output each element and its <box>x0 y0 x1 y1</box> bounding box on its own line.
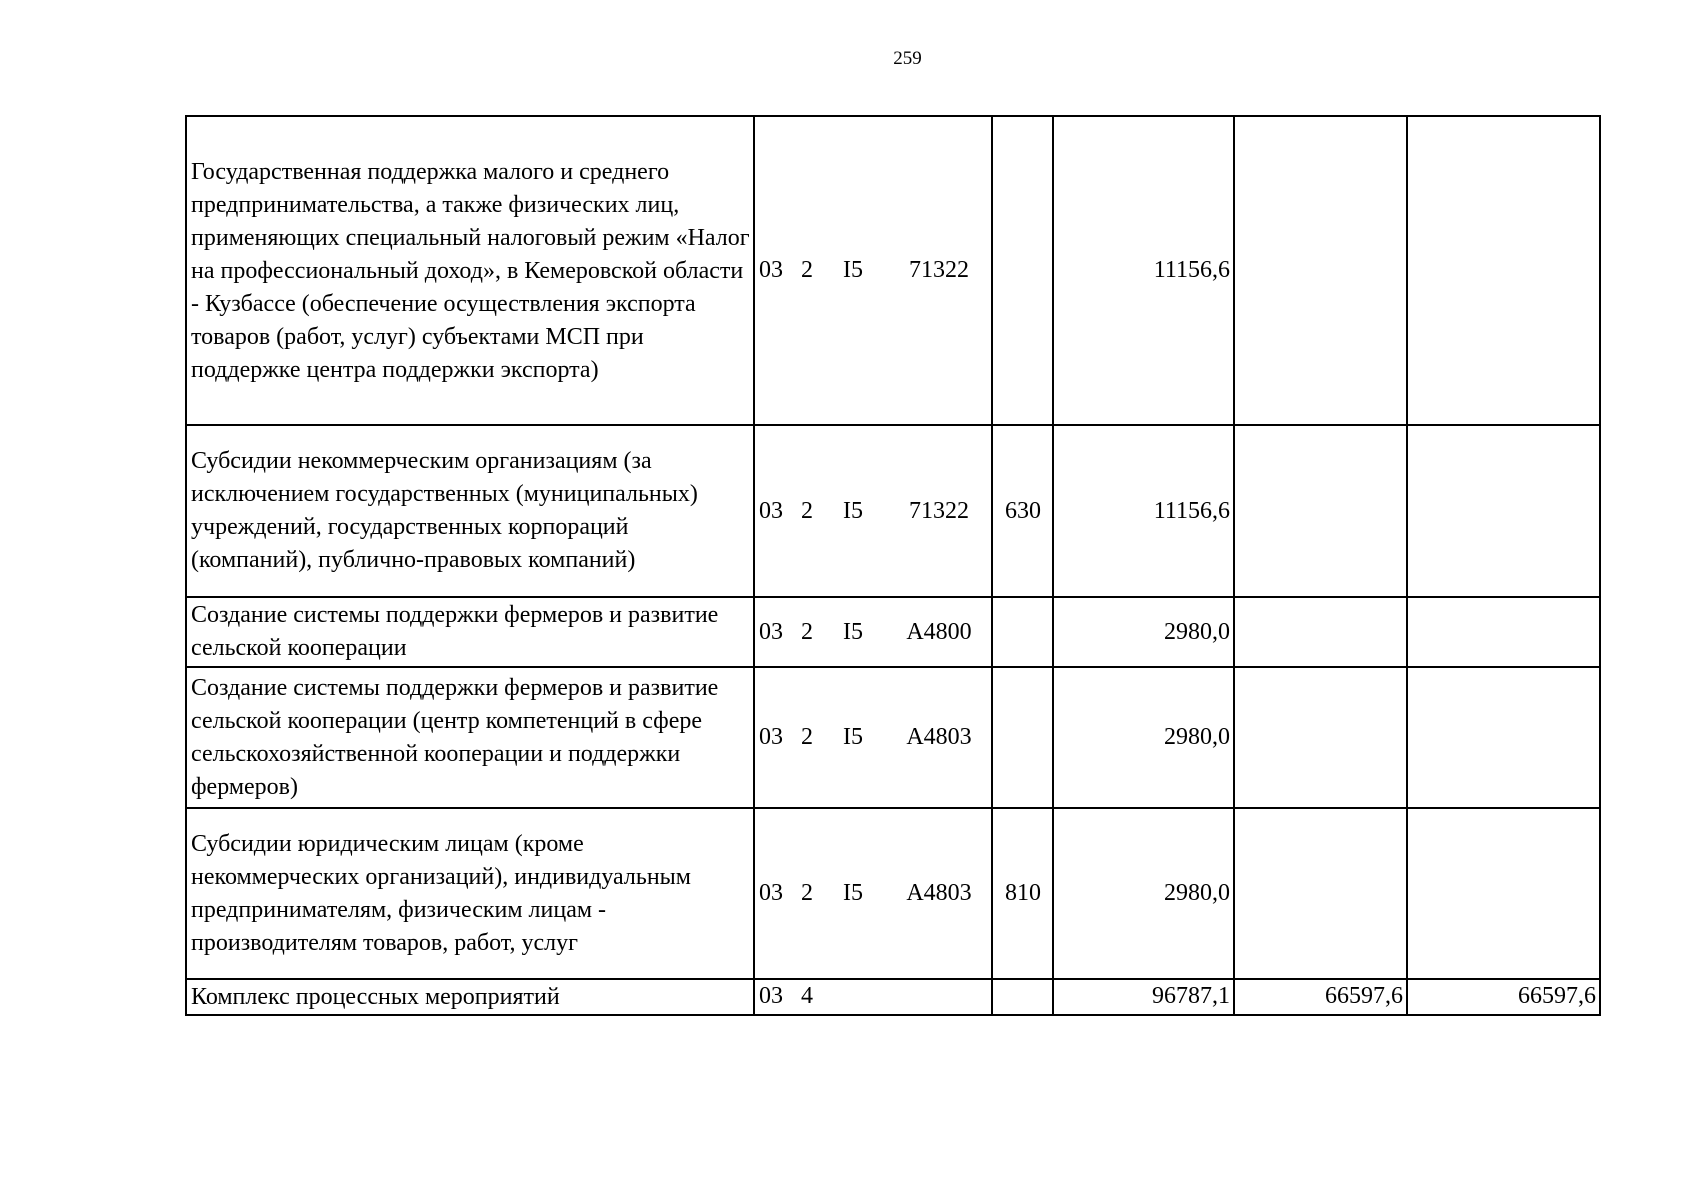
amount-3-cell <box>1407 425 1600 597</box>
amount-1-cell: 2980,0 <box>1053 597 1234 667</box>
amount-1-cell: 96787,1 <box>1053 979 1234 1015</box>
code-project: I5 <box>843 724 863 750</box>
expense-type-cell: 810 <box>992 808 1053 979</box>
code-project: I5 <box>843 497 863 524</box>
expense-type-cell <box>992 667 1053 808</box>
table-row <box>186 808 1600 979</box>
code-program: 03 <box>759 497 783 524</box>
code-subprogram: 2 <box>801 497 813 524</box>
expense-type-cell <box>992 116 1053 425</box>
code-direction: А4803 <box>906 880 972 906</box>
code-subprogram: 2 <box>801 257 813 283</box>
row-name-cell <box>186 808 754 979</box>
amount-2-cell: 66597,6 <box>1234 979 1407 1015</box>
amount-3-cell: 66597,6 <box>1407 979 1600 1015</box>
code-project: I5 <box>843 618 863 645</box>
code-subprogram: 2 <box>801 618 813 645</box>
code-direction: А4800 <box>906 618 972 645</box>
amount-2-cell <box>1234 597 1407 667</box>
budget-table <box>185 115 1601 1016</box>
code-subprogram: 4 <box>801 983 813 1009</box>
code-cell <box>754 425 992 597</box>
code-direction: 71322 <box>909 497 969 524</box>
code-program: 03 <box>759 880 783 906</box>
row-name-cell <box>186 597 754 667</box>
code-direction: 71322 <box>909 257 969 283</box>
code-subprogram: 2 <box>801 724 813 750</box>
table-row <box>186 597 1600 667</box>
row-name-cell <box>186 667 754 808</box>
amount-3-cell <box>1407 597 1600 667</box>
expense-type-cell: 630 <box>992 425 1053 597</box>
code-subprogram: 2 <box>801 880 813 906</box>
amount-3-cell <box>1407 116 1600 425</box>
code-project: I5 <box>843 880 863 906</box>
row-name-cell <box>186 116 754 425</box>
row-name-cell <box>186 979 754 1015</box>
amount-2-cell <box>1234 116 1407 425</box>
code-cell <box>754 597 992 667</box>
table-row <box>186 979 1600 1015</box>
row-name: Государственная поддержка малого и среднего предпринимательства, а также физических лиц, применяющих специальный налоговый режим «Налог на профессиональный доход», в Кемеровской области - Кузбассе (обеспечение осуществления экспорта товаров (работ, услуг) субъектами МСП при поддержке центра поддержки экспорта) <box>191 159 750 383</box>
code-cell <box>754 808 992 979</box>
table-row <box>186 116 1600 425</box>
amount-3-cell <box>1407 808 1600 979</box>
row-name: Создание системы поддержки фермеров и развитие сельской кооперации (центр компетенций в сфере сельскохозяйственной кооперации и поддержки фермеров) <box>191 674 719 800</box>
table-row <box>186 425 1600 597</box>
expense-type-cell <box>992 979 1053 1015</box>
row-name: Субсидии некоммерческим организациям (за исключением государственных (муниципальных) учреждений, государственных корпораций (компаний), публично-правовых компаний) <box>191 448 698 573</box>
amount-1-cell: 2980,0 <box>1053 808 1234 979</box>
amount-1-cell: 11156,6 <box>1053 116 1234 425</box>
code-cell <box>754 667 992 808</box>
code-program: 03 <box>759 618 783 645</box>
row-name: Создание системы поддержки фермеров и развитие сельской кооперации <box>191 602 719 661</box>
code-cell <box>754 116 992 425</box>
amount-3-cell <box>1407 667 1600 808</box>
row-name: Комплекс процессных мероприятий <box>191 983 560 1010</box>
amount-1-cell: 2980,0 <box>1053 667 1234 808</box>
code-project: I5 <box>843 257 863 283</box>
expense-type-cell <box>992 597 1053 667</box>
amount-1-cell: 11156,6 <box>1053 425 1234 597</box>
code-cell <box>754 979 992 1015</box>
table-row <box>186 667 1600 808</box>
row-name: Субсидии юридическим лицам (кроме некоммерческих организаций), индивидуальным предпринимателям, физическим лицам - производителям товаров, работ, услуг <box>191 830 691 956</box>
page-number: 259 <box>893 48 922 69</box>
code-direction: А4803 <box>906 724 972 750</box>
amount-2-cell <box>1234 667 1407 808</box>
code-program: 03 <box>759 257 783 283</box>
code-program: 03 <box>759 724 783 750</box>
amount-2-cell <box>1234 808 1407 979</box>
code-program: 03 <box>759 983 783 1009</box>
amount-2-cell <box>1234 425 1407 597</box>
row-name-cell <box>186 425 754 597</box>
